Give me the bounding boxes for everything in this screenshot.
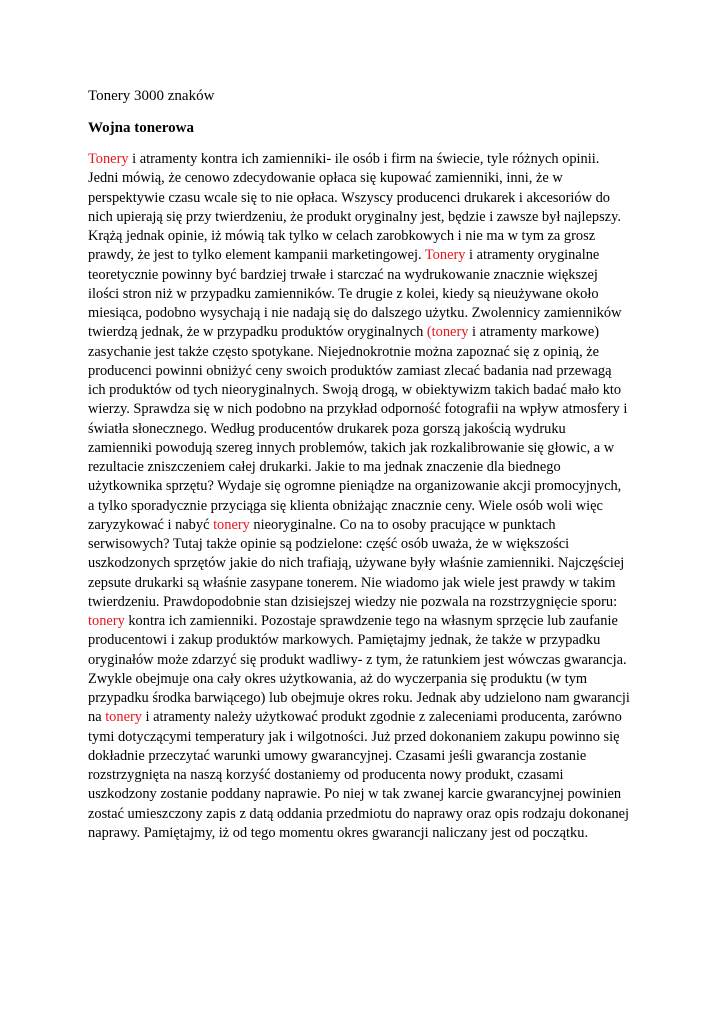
- text-line: [88, 208, 648, 227]
- text-line: [88, 612, 648, 631]
- text-segment: uszkodzony zostanie poddany naprawie. Po niej w tak zwanej karcie gwarancyjnej powinien: [88, 786, 622, 803]
- text-segment: twierdzeniu. Prawdopodobnie stan dzisiejszej wiedzy nie pozwala na rozstrzygnięcie sporu:: [88, 593, 618, 610]
- text-line: [88, 766, 648, 785]
- text-line: [88, 304, 648, 323]
- text-segment: zepsute drukarki są właśnie zasypane tonerem. Nie wiadomo jak wiele jest prawdy w takim: [88, 574, 616, 591]
- section-heading: Wojna tonerowa: [88, 120, 194, 136]
- text-line: [88, 285, 648, 304]
- text-line: [88, 343, 648, 362]
- text-segment: światła słonecznego. Według producentów drukarek poza gorszą jakością wydruku: [88, 420, 566, 437]
- text-segment: miesiąca, podobno wysychają i nie nadają się do dalszego użytku. Zwolennicy zamienników: [88, 305, 622, 321]
- text-segment: użytkownika sprzętu? Wydaje się ogromne pieniądze na organizowanie akcji promocyjnych,: [88, 478, 622, 495]
- text-line: [88, 400, 648, 419]
- text-line: [88, 497, 648, 516]
- text-segment: producentowi i zakup produktów markowych. Pamiętajmy jednak, że także w przypadku: [88, 632, 601, 649]
- text-segment: a tylko sporadycznie przyciąga się klienta obniżając znacznie ceny. Wiele osób woli więc: [88, 497, 603, 514]
- text-segment: ich produktów od tych nieoryginalnych. Swoją drogą, w obiektywizm takich badać mało kto: [88, 382, 622, 398]
- keyword-highlight: tonery: [88, 613, 125, 629]
- text-line: [88, 227, 648, 246]
- text-segment: rezultacie zniszczeniem całej drukarki. Jakie to ma jednak znaczenie dla biednego: [88, 459, 561, 475]
- text-segment: dokładnie przeczytać warunki umowy gwarancyjnej. Czasami jeśli gwarancja zostanie: [88, 747, 587, 764]
- text-segment: zamienniki powodują szereg innych problemów, takich jak rozkalibrowanie się głowic, a w: [88, 439, 615, 456]
- text-segment: Krążą jednak opinie, iż mówią tak tylko w celach zarobkowych i nie ma w tym za grosz: [88, 228, 596, 244]
- text-segment: uszkodzonych sprzętów jakie do nich trafiają, używane były właśnie zamienniki. Najczęściej: [88, 555, 625, 572]
- text-line: [88, 689, 648, 708]
- text-line: [88, 381, 648, 400]
- text-line: [88, 670, 648, 689]
- text-line: [88, 631, 648, 650]
- text-segment: zaryzykować i nabyć: [88, 516, 214, 533]
- text-segment: i atramenty markowe): [468, 324, 600, 341]
- text-segment: teoretycznie powinny być bardziej trwałe i starczać na wydrukowanie znacznie większej: [88, 266, 598, 283]
- text-line: [88, 458, 648, 477]
- body-paragraph: [88, 150, 648, 843]
- text-line: [88, 439, 648, 458]
- text-segment: prawdy, że jest to tylko element kampanii marketingowej.: [88, 247, 425, 264]
- text-line: [88, 554, 648, 573]
- text-line: [88, 535, 648, 554]
- text-line: [88, 593, 648, 612]
- text-segment: kontra ich zamienniki. Pozostaje sprawdzenie tego na własnym sprzęcie lub zaufanie: [124, 613, 618, 629]
- text-line: [88, 785, 648, 804]
- keyword-highlight: Tonery: [424, 247, 466, 264]
- keyword-highlight: tonery: [105, 709, 142, 726]
- text-line: [88, 420, 648, 439]
- text-line: [88, 824, 648, 843]
- text-segment: serwisowych? Tutaj także opinie są podzielone: część osób uważa, że w większości: [88, 536, 570, 552]
- text-segment: oryginałów może zdarzyć się produkt wadliwy- z tym, że ratunkiem jest wówczas gwarancja.: [88, 651, 627, 668]
- text-line: [88, 728, 648, 747]
- text-segment: naprawy. Pamiętajmy, iż od tego momentu okres gwarancji naliczany jest od początku.: [88, 824, 589, 841]
- text-segment: przypadku środka barwiącego) lub obejmuje okres roku. Jednak aby udzielono nam gwarancji: [88, 690, 630, 706]
- text-segment: nich upierają się przy twierdzeniu, że produkt oryginalny jest, będzie i zawsze był najlepszy.: [88, 208, 621, 225]
- text-line: [88, 246, 648, 265]
- text-segment: Jedni mówią, że cenowo zdecydowanie opłaca się kupować zamienniki, inni, że w: [88, 170, 563, 187]
- text-segment: nieoryginalne. Co na to osoby pracujące w punktach: [249, 516, 556, 533]
- text-segment: Zwykle obejmuje ona cały okres użytkowania, aż do wyczerpania się produktu (w tym: [88, 670, 588, 687]
- keyword-highlight: Tonery: [88, 151, 129, 167]
- text-line: [88, 805, 648, 824]
- text-segment: i atramenty należy użytkować produkt zgodnie z zaleceniami producenta, zarówno: [141, 709, 622, 726]
- text-segment: tymi dotyczącymi temperatury jak i wilgotności. Już przed dokonaniem zakupu powinno się: [88, 728, 620, 745]
- text-segment: i atramenty kontra ich zamienniki- ile osób i firm na świecie, tyle różnych opinii.: [128, 151, 600, 167]
- text-segment: zostać umieszczony zapis z datą oddania przedmiotu do naprawy oraz opis rodzaju dokonanej: [88, 805, 630, 822]
- text-line: [88, 651, 648, 670]
- text-line: [88, 150, 648, 169]
- text-line: [88, 574, 648, 593]
- text-segment: rozstrzygnięta na naszą korzyść dostaniemy od producenta nowy produkt, czasami: [88, 767, 564, 783]
- text-line: [88, 708, 648, 727]
- text-line: [88, 747, 648, 766]
- text-segment: na: [88, 709, 106, 726]
- text-line: [88, 516, 648, 535]
- text-segment: ilości stron niż w przypadku zamienników. Te drugie z kolei, kiedy są nieużywane około: [88, 285, 599, 302]
- text-segment: twierdzą jednak, że w przypadku produktów oryginalnych: [88, 324, 427, 341]
- document-title: Tonery 3000 znaków: [88, 88, 215, 104]
- text-line: [88, 266, 648, 285]
- text-line: [88, 362, 648, 381]
- keyword-highlight: (tonery: [426, 324, 469, 341]
- keyword-highlight: tonery: [213, 516, 250, 533]
- text-line: [88, 323, 648, 342]
- text-line: [88, 477, 648, 496]
- text-segment: producenci powinni obniżyć ceny swoich produktów zamiast zlecać badania nad przewagą: [88, 362, 612, 379]
- text-segment: i atramenty oryginalne: [465, 247, 600, 264]
- text-segment: wierzy. Sprawdza się w nich podobno na przykład odporność fotografii na wpływ atmosfery i: [88, 401, 628, 418]
- text-line: [88, 189, 648, 208]
- text-line: [88, 169, 648, 188]
- text-segment: perspektywie czasu wcale się to nie opłaca. Wszyscy producenci drukarek i akcesoriów do: [88, 189, 610, 206]
- text-segment: zasychanie jest także często spotykane. Niejednokrotnie można zapoznać się z opinią, że: [88, 343, 600, 360]
